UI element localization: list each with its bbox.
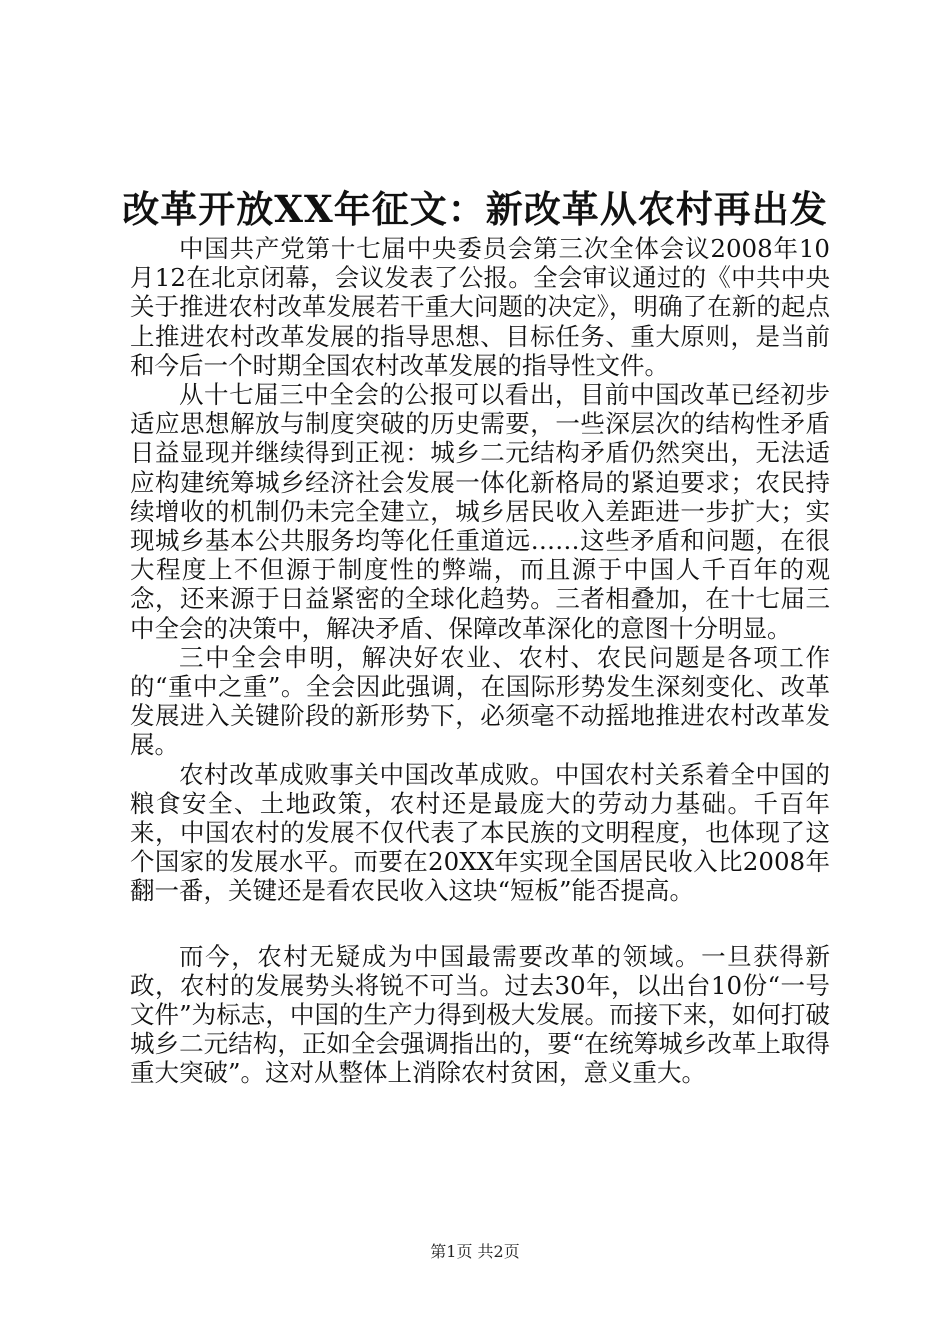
paragraph-4: 农村改革成败事关中国改革成败。中国农村关系着全中国的粮食安全、土地政策，农村还是最庞大的劳动力基础。千百年来，中国农村的发展不仅代表了本民族的文明程度，也体现了这个国家的发展水平。而要在20XX年实现全国居民收入比2008年翻一番，关键还是看农民收入这块“短板”能否提高。 (130, 759, 830, 906)
paragraph-1: 中国共产党第十七届中央委员会第三次全体会议2008年10月12在北京闭幕，会议发表了公报。全会审议通过的《中共中央关于推进农村改革发展若干重大问题的决定》，明确了在新的起点上推进农村改革发展的指导思想、目标任务、重大原则，是当前和今后一个时期全国农村改革发展的指导性文件。 (130, 234, 830, 380)
paragraph-2: 从十七届三中全会的公报可以看出，目前中国改革已经初步适应思想解放与制度突破的历史需要，一些深层次的结构性矛盾日益显现并继续得到正视：城乡二元结构矛盾仍然突出，无法适应构建统筹城乡经济社会发展一体化新格局的紧迫要求；农民持续增收的机制仍未完全建立，城乡居民收入差距进一步扩大；实现城乡基本公共服务均等化任重道远……这些矛盾和问题，在很大程度上不但源于制度性的弊端，而且源于中国人千百年的观念，还来源于日益紧密的全球化趋势。三者相叠加，在十七届三中全会的决策中，解决矛盾、保障改革深化的意图十分明显。 (130, 380, 830, 643)
document-body (130, 234, 830, 1088)
paragraph-5: 而今，农村无疑成为中国最需要改革的领域。一旦获得新政，农村的发展势头将锐不可当。过去30年，以出台10份“一号文件”为标志，中国的生产力得到极大发展。而接下来，如何打破城乡二元结构，正如全会强调指出的，要“在统筹城乡改革上取得重大突破”。这对从整体上消除农村贫困，意义重大。 (130, 941, 830, 1088)
document-title: 改革开放XX年征文：新改革从农村再出发 (122, 187, 828, 231)
paragraph-3: 三中全会申明，解决好农业、农村、农民问题是各项工作的“重中之重”。全会因此强调，在国际形势发生深刻变化、改革发展进入关键阶段的新形势下，必须毫不动摇地推进农村改革发展。 (130, 642, 830, 760)
page-number-footer: 第1页 共2页 (430, 1242, 520, 1261)
